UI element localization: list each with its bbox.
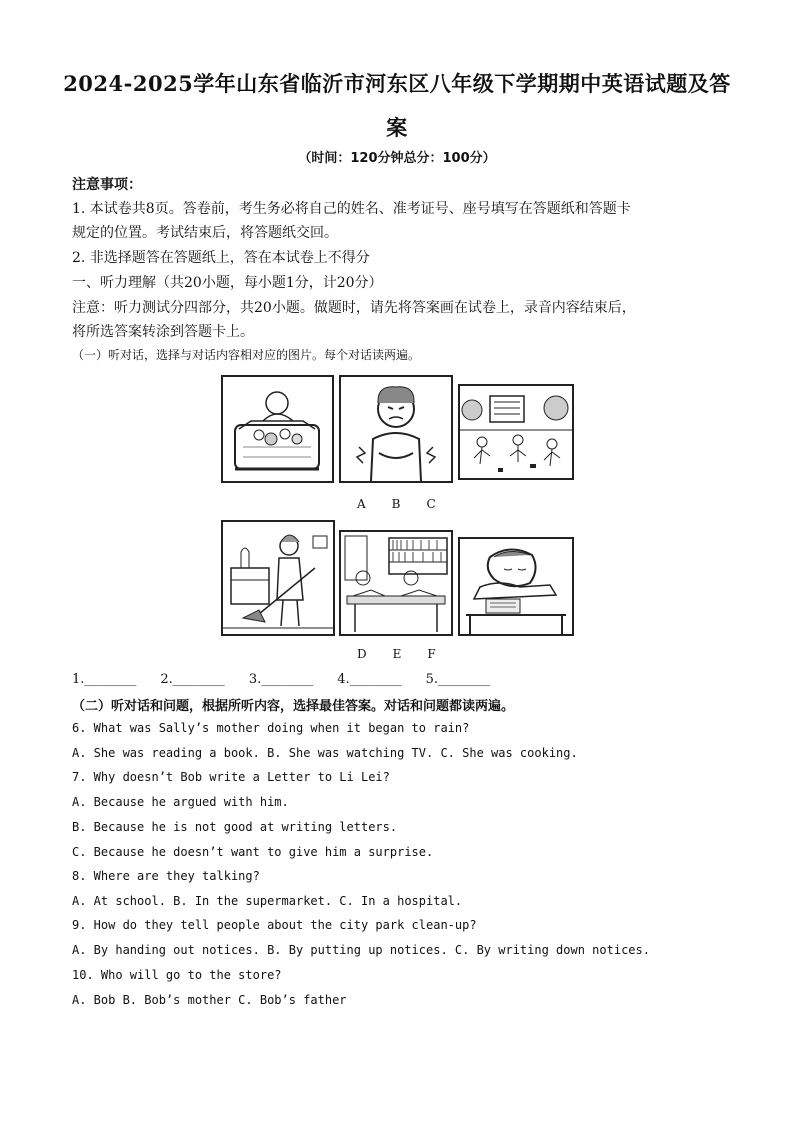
question-line: 10. Who will go to the store? [72, 968, 282, 982]
picture-e-library [339, 530, 453, 636]
question-line: C. Because he doesn’t want to give him a surprise. [72, 845, 434, 859]
answer-blanks [72, 672, 514, 687]
row-two-labels [357, 647, 462, 661]
part-one-instruction: （一）听对话，选择与对话内容相对应的图片。每个对话读两遍。 [72, 348, 421, 362]
question-line: 6. What was Sally’s mother doing when it began to rain? [72, 721, 470, 735]
notice-heading: 注意事项： [72, 177, 142, 193]
label-b: B [391, 497, 401, 511]
label-c: C [426, 497, 436, 511]
picture-a-cooking [221, 375, 334, 483]
picture-c-park-cleanup [458, 384, 574, 480]
answer-blank-1[interactable]: 1.________ [72, 672, 137, 687]
question-line: B. Because he is not good at writing letters. [72, 820, 398, 834]
part-two-instruction: （二）听对话和问题，根据所听内容，选择最佳答案。对话和问题都读两遍。 [72, 699, 515, 714]
question-line: A. At school. B. In the supermarket. C. In a hospital. [72, 894, 463, 908]
label-f: F [427, 647, 436, 661]
label-a: A [357, 497, 366, 511]
label-d: D [357, 647, 367, 661]
picture-d-sweeping [221, 520, 335, 636]
exam-time-info: （时间：120分钟总分：100分） [298, 151, 496, 166]
picture-b-stomachache [339, 375, 453, 483]
label-e: E [392, 647, 402, 661]
picture-f-sleeping-student [458, 537, 574, 636]
page-title: 2024-2025学年山东省临沂市河东区八年级下学期期中英语试题及答 [63, 71, 731, 96]
notice-item-2: 2. 非选择题答在答题纸上，答在本试卷上不得分 [72, 250, 370, 266]
answer-blank-2[interactable]: 2.________ [160, 672, 225, 687]
attention-text: 注意：听力测试分四部分，共20小题。做题时，请先将答案画在试卷上，录音内容结束后， [72, 300, 636, 316]
answer-blank-4[interactable]: 4.________ [337, 672, 402, 687]
page-title-continued: 案 [386, 115, 408, 140]
attention-text-continued: 将所选答案转涂到答题卡上。 [72, 324, 254, 340]
section-heading-listening: 一、听力理解（共20小题，每小题1分，计20分） [72, 275, 383, 291]
notice-item-1-continued: 规定的位置。考试结束后，将答题纸交回。 [72, 225, 338, 241]
question-line: 7. Why doesn’t Bob write a Letter to Li Lei? [72, 770, 390, 784]
row-one-labels [357, 497, 462, 511]
question-line: 8. Where are they talking? [72, 869, 260, 883]
question-line: A. Bob B. Bob’s mother C. Bob’s father [72, 993, 347, 1007]
question-line: A. By handing out notices. B. By putting up notices. C. By writing down notices. [72, 943, 650, 957]
question-line: A. She was reading a book. B. She was watching TV. C. She was cooking. [72, 746, 578, 760]
notice-item-1: 1. 本试卷共8页。答卷前，考生务必将自己的姓名、准考证号、座号填写在答题纸和答题卡 [72, 201, 631, 217]
answer-blank-3[interactable]: 3.________ [248, 672, 314, 687]
answer-blank-5[interactable]: 5.________ [425, 672, 491, 687]
question-line: 9. How do they tell people about the city park clean-up? [72, 918, 477, 932]
question-line: A. Because he argued with him. [72, 795, 289, 809]
